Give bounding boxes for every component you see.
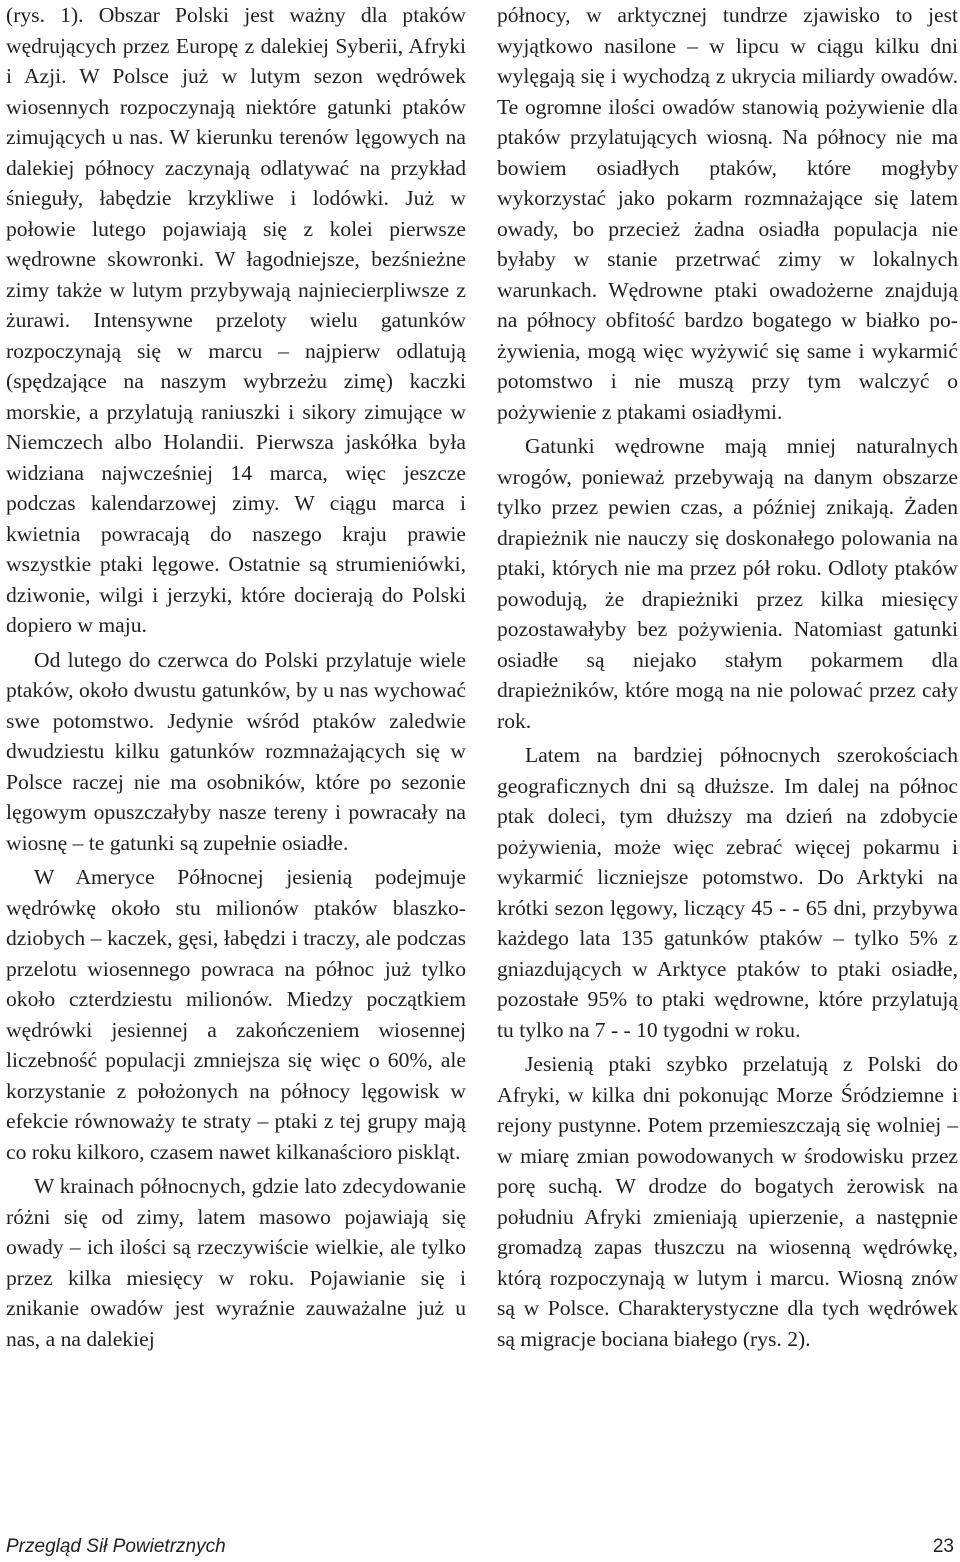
paragraph: (rys. 1). Obszar Polski jest ważny dla ptaków wędrujących przez Europę z dalekiej Syberii, Afryki i Azji. W Polsce już w lutym sezon wędrówek wiosennych rozpoczynają niektóre gatunki ptaków zimujących u nas. W kierunku terenów lęgowych na dalekiej północy zaczynają odlatywać na przykład śnieguły, łabędzie krzykliwe i lodówki. Już w połowie lutego pojawiają się z kolei pierwsze wędrowne skowronki. W łagodniejsze, bezśnieżne zimy także w lutym przybywają najniecierpliwsze z żurawi. Intensywne przeloty wielu gatunków rozpoczynają się w marcu – najpierw odlatują (spędzające na naszym wybrzeżu zimę) kaczki morskie, a przylatują raniuszki i sikory zimujące w Niemczech albo Holandii. Pierwsza jaskółka była widziana najwcześniej 14 marca, więc jeszcze podczas kalendarzowej zimy. W ciągu marca i kwietnia powracają do naszego kraju prawie wszystkie ptaki lęgowe. Ostatnie są strumieniówki, dziwonie, wilgi i jerzyki, które docierają do Polski dopiero w maju.: [6, 3, 466, 637]
publication-title: Przegląd Sił Powietrznych: [6, 1536, 226, 1557]
paragraph: Latem na bardziej północnych szerokościach geograficznych dni są dłuższe. Im dalej na północ ptak doleci, tym dłuższy ma dzień na zdobycie pożywienia, może więc zebrać więcej pokarmu i wykarmić liczniejsze potomstwo. Do Arktyki na krótki sezon lęgowy, liczący 45 - - 65 dni, przybywa każdego lata 135 gatunków ptaków – tylko 5% z gniazdujących w Arktyce ptaków to ptaki osiadłe, pozostałe 95% to ptaki wędrowne, które przylatują tu tylko na 7 - - 10 tygodni w roku.: [497, 743, 958, 1042]
paragraph: W krainach północnych, gdzie lato zdecydowanie różni się od zimy, latem masowo pojawiają się owady – ich ilości są rzeczywiście wielkie, ale tylko przez kilka miesięcy w roku. Pojawianie się i znikanie owadów jest wyraźnie zauważalne już u nas, a na dalekiej: [6, 1174, 466, 1351]
paragraph: Jesienią ptaki szybko przelatują z Polski do Afryki, w kilka dni pokonując Morze Śródziemne i rejony pustynne. Potem przemieszczają się wolniej – w miarę zmian powodowanych w środowisku przez porę suchą. W drodze do bogatych żerowisk na południu Afryki zmieniają upierzenie, a następnie gromadzą zapas tłuszczu na wiosenną wędrówkę, którą rozpoczynają w lutym i marcu. Wiosną znów są w Polsce. Charakterystyczne dla tych wędrówek są migracje bociana białego (rys. 2).: [497, 1052, 958, 1351]
page-footer: [6, 1535, 954, 1559]
paragraph: Gatunki wędrowne mają mniej naturalnych wrogów, ponieważ przebywają na danym obszarze tylko przez pewien czas, a później znikają. Żaden drapieżnik nie nauczy się doskonałego polowania na ptaki, których nie ma przez pół roku. Odloty ptaków powodują, że drapieżniki przez kilka miesięcy pozostawałyby bez pożywienia. Natomiast gatunki osiadłe są niejako stałym pokarmem dla drapieżników, które mogą na nie polować przez cały rok.: [497, 434, 958, 733]
right-text-column: [497, 0, 958, 1358]
paragraph: W Ameryce Północnej jesienią podejmuje wędrówkę około stu milionów ptaków blaszkodziobych – kaczek, gęsi, łabędzi i traczy, ale podczas przelotu wiosennego powraca na północ już tylko około czterdziestu milionów. Miedzy początkiem wędrówki jesiennej a zakończeniem wiosennej liczebność populacji zmniejsza się więc o 60%, ale korzystanie z położonych na północy lęgowisk w efekcie równoważy te straty – ptaki z tej grupy mają co roku kilkoro, czasem nawet kilkanaścioro piskląt.: [6, 865, 466, 1164]
left-text-column: [6, 0, 466, 1358]
page-number: 23: [932, 1536, 954, 1557]
paragraph: północy, w arktycznej tundrze zjawisko to jest wyjątkowo nasilone – w lipcu w ciągu kilku dni wylęgają się i wychodzą z ukrycia miliardy owadów. Te ogromne ilości owadów stanowią pożywienie dla ptaków przylatujących wiosną. Na północy nie ma bowiem osiadłych ptaków, które mogłyby wykorzystać jako pokarm rozmnażające się latem owady, bo przecież żadna osiadła populacja nie byłaby w stanie przetrwać zimy w lokalnych warunkach. Wędrowne ptaki owadożerne znajdują na północy obfitość bardzo bogatego w białko pożywienia, mogą więc wyżywić się same i wykarmić potomstwo i nie muszą przy tym walczyć o pożywienie z ptakami osiadłymi.: [497, 3, 958, 424]
paragraph: Od lutego do czerwca do Polski przylatuje wiele ptaków, około dwustu gatunków, by u nas wychować swe potomstwo. Jedynie wśród ptaków zaledwie dwudziestu kilku gatunków rozmnażających się w Polsce raczej nie ma osobników, które po sezonie lęgowym opuszczałyby nasze tereny i powracały na wiosnę – te gatunki są zupełnie osiadłe.: [6, 647, 466, 855]
